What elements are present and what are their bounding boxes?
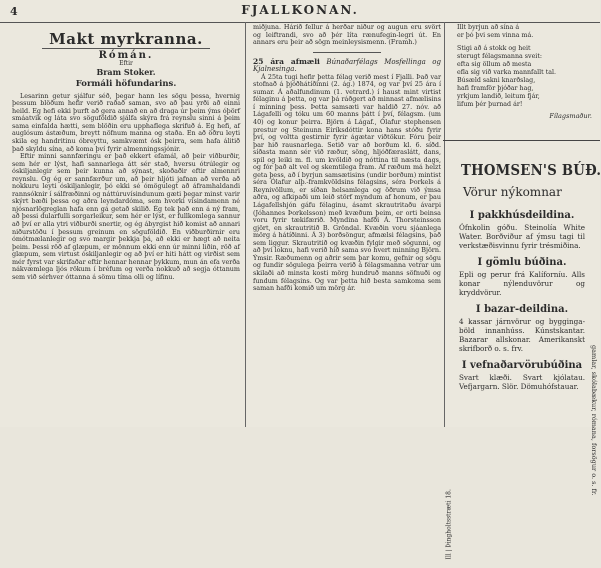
poem-line: lifum þér þurnad ár! xyxy=(457,101,523,108)
ad-section-text: Ófnkolin góðu. Steinolía White Water. Borðviður af ýmsu tagi til verkstæðisvinnu fyrir trésmiðina. xyxy=(459,223,585,250)
anniversary-title: 25 ára afmæli xyxy=(253,56,320,66)
ad-section-heading: I pakkhúsdeildina. xyxy=(469,210,575,221)
poem xyxy=(451,24,596,134)
poem-line: yrkjum landið, leitum fjár, xyxy=(457,93,540,100)
page-header xyxy=(0,0,600,23)
newspaper-title: FJALLKONAN. xyxy=(241,3,359,17)
ad-right-margin xyxy=(589,341,599,568)
story-paragraph: Eftir minni sannfæringu er það ekkert efamál, að þeir viðburðir, sem hér er lýst, hafi sannarlega átt sér stað, hversu ótrúlegir og óskiljanlegir sem þeir kunna að sýnast, skoðaðir eftir almennri reynslu. Og ég er sannfærður um, að þeir hljóti jafnan að verða að nokkuru leyti óskiljanlegir, þó ekki sé ómögulegt að áframhaldandi rannsóknir í sálfræðinni og náttúruvísindunum gæti þegar minst varir skýrt bæði þessa og aðra leyndardóma, sem hvorki vísindamenn né njósnarlögreglan hafa enn gá getað skilið. Ég tek það enn á ný fram, að þessi dularfulli sorgarleikur, sem hér er lýst, er fullkomlega sannur að því er alla ytri viðburði snertir, og ég ábyrgist hið komist að annari niðurstöðu í þessum greinum en söguföldið. En viðburðirnir eru ómótmælanlegir og svo margir þekkja þá, að ekki er hægt að neita þeim. Þessi röð af glæpum, er mönnum ekki enn úr minni liðin, röð af glæpum, sem virtust óskiljanlegir og að því er hiti hátt og virðist sem mér fyrst var skrifaðar eftir hennar hennar þykkum, mun án efa verða nákvæmlega ljós rökum í bréfum og verða nokkuð að segja óttanum sem við sérhver óttanna á sömu tíma olli og lífinu. xyxy=(12,152,240,281)
poem-line: Illt byrjun að sína á xyxy=(457,24,520,31)
ad-section-heading: I bazar-deildina. xyxy=(475,304,569,315)
ad-section-heading: I vefnaðarvörubúðina xyxy=(461,360,583,371)
ad-body xyxy=(459,203,585,391)
story-paragraph: Lesarinn getur sjálfur séð, þegar hann les sögu þessa, hvernig þessum blöðum hefir verið raðað saman, svo að þau yrði að einni heild. Eg hefi ekki þurft að gera annað en að draga úr þeim ýms óþörf smáatvik og láta svo söguföldið sjálfa skýra frá reynslu sinni á þeim sama einfalda hætti, sem blöðin eru upphaflega skrifuð á. Eg hefi, af auglósum ástæðum, breytt nöfnum manna og staða. En að öðru leyti skila eg handritinu óbreyttu, samkvæmt ósk þeirra, sem hafa álitið það skyldu sína, að koma því fyrir almenningssjónir. xyxy=(12,91,240,153)
story-by: Eftir xyxy=(119,60,133,68)
story-section-heading: Formáli höfundarins. xyxy=(75,79,177,90)
poem-line: efla sig við varka mannfallt tal. xyxy=(457,69,556,76)
story-author: Bram Stoker. xyxy=(96,66,156,77)
anniversary-paragraph: Á 25ta tugi hefir þetta félag verið mest í Fjalli. Það var stofnað á þjóðhátíðinni (2. ág.) 1874, og var því 25 ára í sumar. Á aðalfundinum (1. vetrard.) í haust mint virtist félaginu á þetta, og var þá ráðgert að minnast afmælisins í minning þess. Þetta samsæti var haldið 27. nóv. að Lágafelli og tóku um 60 manns þátt í því, félagsm. (um 40) og konur þeirra. Björn á Lágaf., Ólafur stephensen prestur og Steinunn Eiríksdóttir kona hans stóðu fyrir því, og voltta gestirnir fyrir ágætar viðtökur. Fóru þeir þar hið rausnarlega. Setið var að borðum kl. 6. síðd. síðasta mann sér við ræður, söng, hljóðfæraslátt, dans, spil og leiki m. fl. um kvöldið og nóttina til næsta dags, og fór það alt vel og skemtilega fram. Af ræðum má helzt geta þess, að í byrjun samsætisins (undir borðum) mintist séra Ólafur alþ.-framkvöldsins félagsins, séra Þorkels á Reynivöllum, er síðan helsamlega og öðrum við ýmsa aðra, og afkipaði um leið störf myndum af honum, er þau Lágafellshjón gáfu félaginu, ásamt skrautritaðu ávarpi (Jóhannes Þorkelsson) með kvæðum þeim, er orti beinsa voru fyrir tækifærið. Myndina hafði Á. Thorsteinsson gjört, en skrautritið B. Gröndal. Kvæðin voru sjáanlega mörg á hátíðinni. Á 3) borðsöngur, afmælsi félagsins, það sem liggur. Skrautritið og kvæðin fylgir með sögunni, og að því loknu, hafi verið hið sama svo hvert minning Björn. Ýmsir. Ræðumenn og aðrir sem þar komu, gefnir og sögu og fundir sögulega þeirra verið á félagsmanna vetrar um skilaði að minsta kosti mörg hundruð manns söfnuði og fundum félagsins. Og var þetta hið besta samkoma sem saman hafði komið um mörg ár. xyxy=(253,72,441,293)
ad-left-margin xyxy=(444,441,454,568)
ad-right-vertical-text: gamlar, skólabækur, rómana, forsögur o. s. fr. xyxy=(590,345,598,496)
story-title: Makt myrkranna. xyxy=(49,30,203,48)
column-divider xyxy=(245,22,246,427)
poem-line: sterugt félagsmanna sveit: xyxy=(457,53,542,60)
continued-paragraph: miðjuna. Hárið fellur á herðar niður og augun eru svört og leiftrandi, svo að þér líta rænufegin-legri út. En annars eru þeir að sögn meinleysismenn. (Framh.) xyxy=(253,23,441,47)
thomsens-advertisement xyxy=(443,140,601,560)
anniversary-heading xyxy=(253,58,441,74)
ad-title: THOMSEN'S BÚÐ. xyxy=(461,161,601,179)
ad-subtitle: Vörur nýkomnar xyxy=(463,185,562,199)
poem-line: Búsæld sakni knarðslag, xyxy=(457,77,536,84)
ad-section-text: Svart klæði. Svart kjólatau. Vefjargarn. Slör. Dömuhófstauar. xyxy=(459,373,585,391)
divider xyxy=(313,52,381,53)
page-number: 4 xyxy=(10,5,18,18)
poem-line: hafi framför þjóðar hag, xyxy=(457,85,534,92)
poem-line: er þó þvi sem vinna má. xyxy=(457,32,534,39)
poem-line: efta sig öllum að mesta xyxy=(457,61,532,68)
news-column xyxy=(253,24,441,427)
ad-section-heading: I gömlu búðina. xyxy=(477,257,567,268)
anniversary-subtitle: Búnaðarfélags Mosfellinga og Kjalnesinga. xyxy=(253,57,441,74)
poem-line: Stigi að á stokk og heit xyxy=(457,45,531,52)
ad-section-text: Epli og perur frá Kalíforníu. Alls konar nýlenduvörur og kryddvörur. xyxy=(459,270,585,297)
ad-left-vertical-text: Ill | Þingholtsstræti 18. xyxy=(445,489,453,560)
ad-section-text: 4 kassar járnvörur og bygginga-böld innanhúss. Kúnstskantar. Bazarar allskonar. Amerikanskt skrifborð o. s. frv. xyxy=(459,317,585,353)
poem-signoff: Fílagsmaður. xyxy=(549,112,592,120)
story-column xyxy=(12,24,240,427)
story-genre: Rómán. xyxy=(98,49,154,61)
